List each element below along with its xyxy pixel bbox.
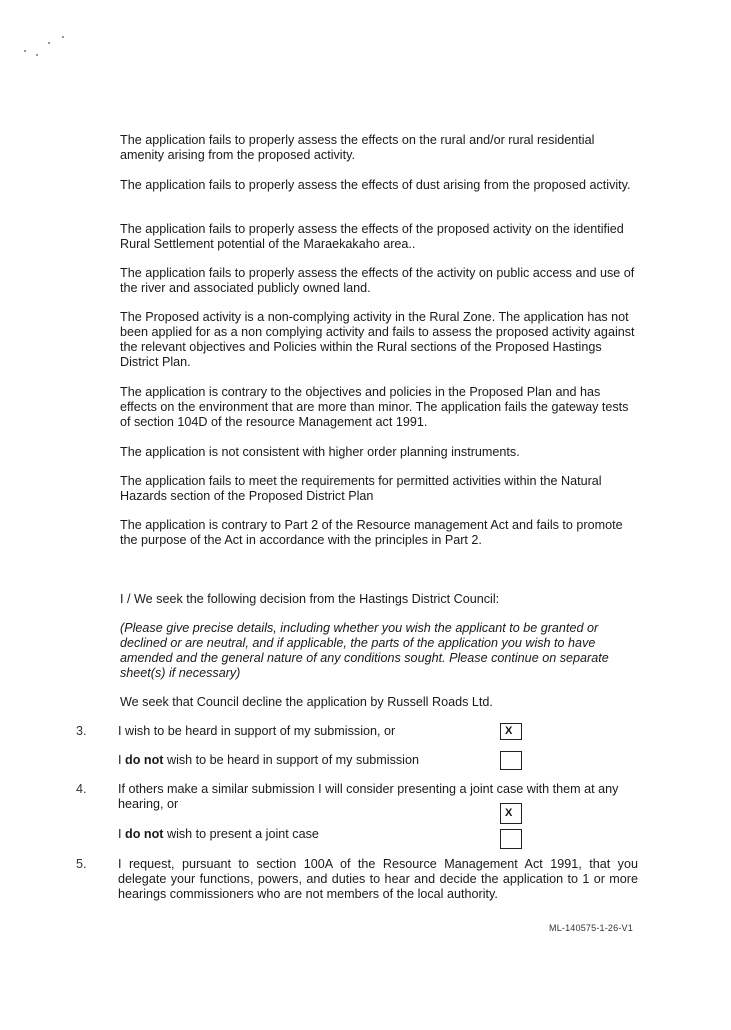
document-reference: ML-140575-1-26-V1	[549, 923, 633, 933]
ground-paragraph-3: The application fails to properly assess the effects of the proposed activity on the identified Rural Settlement potential of the Maraekakaho area..	[120, 222, 624, 251]
ground-paragraph-2: The application fails to properly assess the effects of dust arising from the proposed activity.	[120, 178, 631, 192]
heard-checkbox[interactable]	[500, 723, 522, 740]
speck	[24, 50, 26, 52]
decision-statement: We seek that Council decline the application by Russell Roads Ltd.	[120, 695, 493, 709]
ground-paragraph-7: The application is not consistent with higher order planning instruments.	[120, 445, 520, 459]
not-joint-checkbox[interactable]	[500, 829, 522, 849]
ground-paragraph-5: The Proposed activity is a non-complying activity in the Rural Zone. The application has not been applied for as a non complying activity and fails to assess the proposed activity against the relevant objectives and Policies within the Rural sections of the Proposed Hastings District Plan.	[120, 310, 635, 369]
item-3-heard-label: I wish to be heard in support of my submission, or	[118, 724, 396, 738]
not-joint-prefix: I	[118, 827, 125, 841]
ground-paragraph-8: The application fails to meet the requirements for permitted activities within the Natural Hazards section of the Proposed District Plan	[120, 474, 602, 503]
not-heard-prefix: I	[118, 753, 125, 767]
ground-paragraph-6: The application is contrary to the objectives and policies in the Proposed Plan and has effects on the environment that are more than minor. The application fails the gateway tests of section 104D of the resource Management act 1991.	[120, 385, 629, 429]
ground-paragraph-9: The application is contrary to Part 2 of the Resource management Act and fails to promote the purpose of the Act in accordance with the principles in Part 2.	[120, 518, 623, 547]
not-joint-bold: do not	[125, 827, 164, 841]
ground-paragraph-4: The application fails to properly assess the effects of the activity on public access and use of the river and associated publicly owned land.	[120, 266, 635, 295]
speck	[48, 42, 50, 44]
not-joint-suffix: wish to present a joint case	[163, 827, 319, 841]
decision-instructions: (Please give precise details, including whether you wish the applicant to be granted or declined or are neutral, and if applicable, the parts of the application you wish to have amended and the general nature of any conditions sought. Please continue on separate sheet(s) if necessary)	[120, 621, 609, 680]
heard-check-mark: X	[505, 725, 513, 737]
item-4-number: 4.	[76, 782, 87, 796]
item-4-not-joint-label	[118, 827, 638, 842]
item-4-joint-label: If others make a similar submission I will consider presenting a joint case with them at any hearing, or	[118, 782, 619, 811]
scan-specks	[22, 34, 72, 58]
item-3-number: 3.	[76, 724, 87, 738]
not-heard-suffix: wish to be heard in support of my submission	[163, 753, 419, 767]
item-5-number: 5.	[76, 857, 87, 871]
ground-paragraph-1: The application fails to properly assess the effects on the rural and/or rural residential amenity arising from the proposed activity.	[120, 133, 595, 162]
decision-heading: I / We seek the following decision from the Hastings District Council:	[120, 592, 500, 606]
speck	[62, 36, 64, 38]
not-heard-bold: do not	[125, 753, 164, 767]
speck	[36, 54, 38, 56]
joint-check-mark: X	[505, 807, 513, 819]
item-3-not-heard-label	[118, 753, 638, 768]
joint-case-checkbox[interactable]	[500, 803, 522, 824]
item-5-text: I request, pursuant to section 100A of the Resource Management Act 1991, that you delegate your functions, powers, and duties to hear and decide the application to 1 or more hearings commissioners who are not members of the local authority.	[118, 857, 638, 901]
not-heard-checkbox[interactable]	[500, 751, 522, 770]
